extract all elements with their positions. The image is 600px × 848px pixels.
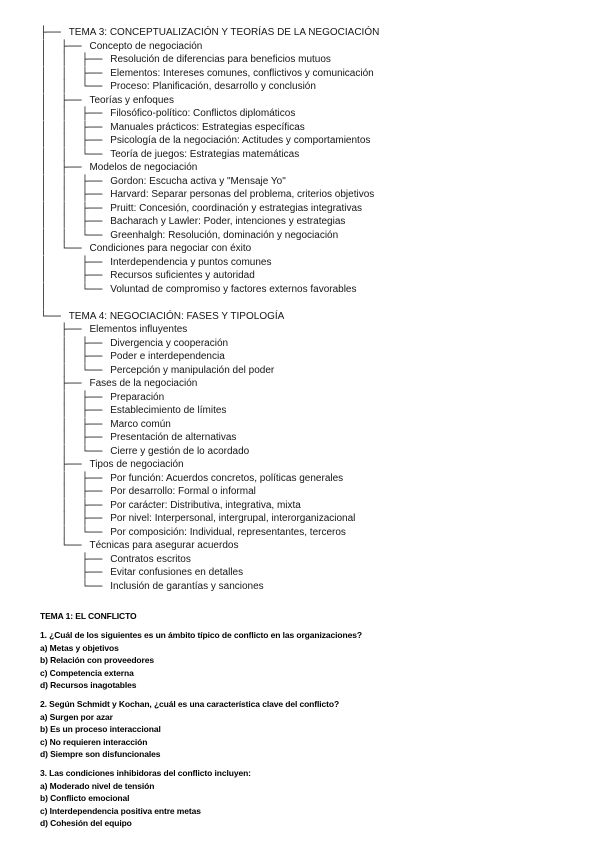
tree-branch-lines: │ └── — [40, 524, 110, 539]
tree-row — [40, 526, 580, 540]
tree-row — [40, 418, 580, 432]
tree-row — [40, 364, 580, 378]
tree-branch-lines: │ ├── — [40, 416, 110, 431]
quiz-question — [40, 698, 580, 760]
tree-branch-lines: │ ├── — [40, 430, 110, 444]
tree-node-label: Evitar confusiones en detalles — [110, 567, 244, 578]
tree-branch-lines: │ — [40, 295, 47, 309]
answer-option: c) No requieren interacción — [40, 736, 148, 747]
tree-row — [40, 472, 580, 486]
tree-row — [40, 175, 580, 189]
tree-branch-lines: ├── — [40, 376, 89, 390]
tree-node-label: Pruitt: Concesión, coordinación y estrategias integrativas — [110, 202, 363, 214]
answer-option: b) Es un proceso interaccional — [40, 724, 161, 735]
tree-row — [40, 215, 580, 229]
tree-node-label: TEMA 3: CONCEPTUALIZACIÓN Y TEORÍAS DE LA NEGOCIACIÓN — [68, 27, 380, 38]
tree-branch-lines: │ ├── — [40, 268, 110, 282]
tree-branch-lines: │ ├── — [40, 92, 89, 107]
tree-branch-lines: ├── — [40, 457, 89, 471]
tree-node-label: Por nivel: Interpersonal, intergrupal, interorganizacional — [110, 513, 356, 524]
tree-node-label: Condiciones para negociar con éxito — [89, 243, 252, 254]
tree-row — [40, 242, 580, 256]
tree-branch-lines: │ │ └── — [40, 79, 110, 93]
tree-row — [40, 485, 580, 499]
tree-node-label: Psicología de la negociación: Actitudes y comportamientos — [110, 135, 371, 146]
answer-option: c) Interdependencia positiva entre metas — [40, 805, 201, 816]
tree-row — [40, 107, 580, 121]
tree-row — [40, 431, 580, 445]
answer-option: c) Competencia externa — [40, 667, 134, 678]
tree-node-label: Poder e interdependencia — [110, 351, 225, 362]
answer-option: a) Moderado nivel de tensión — [40, 780, 155, 791]
tree-row — [40, 296, 580, 310]
answer-option: b) Conflicto emocional — [40, 793, 130, 804]
tree-node-label: Por composición: Individual, representantes, terceros — [110, 526, 346, 538]
quiz-question — [40, 767, 580, 829]
question-text: 1. ¿Cuál de los siguientes es un ámbito típico de conflicto en las organizaciones? — [40, 630, 362, 641]
question-text: 2. Según Schmidt y Kochan, ¿cuál es una característica clave del conflicto? — [40, 699, 340, 710]
tree-node-label: Harvard: Separar personas del problema, criterios objetivos — [110, 189, 375, 200]
tree-row — [40, 310, 580, 324]
answer-option: d) Cohesión del equipo — [40, 818, 132, 829]
tree-row — [40, 404, 580, 418]
tree-node-label: Proceso: Planificación, desarrollo y conclusión — [110, 81, 316, 92]
tree-node-label: Cierre y gestión de lo acordado — [110, 445, 250, 457]
tree-node-label: Tipos de negociación — [89, 459, 184, 470]
tree-node-label: Percepción y manipulación del poder — [110, 364, 275, 376]
tree-row — [40, 26, 580, 40]
tree-row — [40, 566, 580, 580]
tree-branch-lines: │ ├── — [40, 497, 110, 512]
tree-node-label: Establecimiento de límites — [110, 405, 227, 416]
tree-branch-lines: │ ├── — [40, 160, 89, 174]
tree-row — [40, 53, 580, 67]
tree-row — [40, 94, 580, 108]
tree-branch-lines: │ │ ├── — [40, 173, 110, 188]
tree-branch-lines: │ ├── — [40, 335, 110, 350]
quiz-section — [40, 610, 580, 830]
tree-node-label: Por carácter: Distributiva, integrativa, mixta — [110, 499, 301, 511]
tree-row — [40, 67, 580, 81]
tree-branch-lines: │ ├── — [40, 470, 110, 485]
tree-node-label: Marco común — [110, 418, 171, 430]
tree-node-label: Modelos de negociación — [89, 162, 198, 173]
tree-node-label: Teorías y enfoques — [89, 94, 174, 106]
tree-row — [40, 553, 580, 567]
tree-branch-lines: └── — [40, 538, 89, 552]
topic-outline-tree — [40, 26, 580, 593]
tree-branch-lines: ├── — [40, 25, 68, 39]
tree-branch-lines: └── — [40, 308, 68, 323]
tree-node-label: Recursos suficientes y autoridad — [110, 270, 255, 281]
tree-node-label: TEMA 4: NEGOCIACIÓN: FASES Y TIPOLOGÍA — [68, 310, 285, 322]
tree-row — [40, 391, 580, 405]
tree-branch-lines: │ └── — [40, 443, 110, 458]
tree-row — [40, 161, 580, 175]
tree-node-label: Presentación de alternativas — [110, 432, 237, 443]
tree-node-label: Teoría de juegos: Estrategias matemáticas — [110, 148, 300, 160]
tree-node-label: Divergencia y cooperación — [110, 337, 229, 349]
tree-node-label: Por desarrollo: Formal o informal — [110, 486, 256, 497]
tree-branch-lines: │ │ ├── — [40, 52, 110, 66]
tree-branch-lines: │ │ ├── — [40, 200, 110, 215]
tree-branch-lines: ├── — [40, 551, 110, 566]
tree-node-label: Fases de la negociación — [89, 378, 198, 389]
tree-branch-lines: │ └── — [40, 281, 110, 296]
tree-branch-lines: │ ├── — [40, 38, 89, 53]
tree-row — [40, 337, 580, 351]
tree-row — [40, 350, 580, 364]
tree-row — [40, 323, 580, 337]
tree-row — [40, 458, 580, 472]
tree-branch-lines: │ │ └── — [40, 146, 110, 161]
tree-node-label: Greenhalgh: Resolución, dominación y negociación — [110, 229, 339, 241]
tree-branch-lines: └── — [40, 578, 110, 593]
tree-branch-lines: │ │ ├── — [40, 65, 110, 80]
tree-row — [40, 40, 580, 54]
tree-branch-lines: │ ├── — [40, 389, 110, 404]
answer-option: a) Metas y objetivos — [40, 642, 119, 653]
tree-branch-lines: │ └── — [40, 241, 89, 255]
tree-row — [40, 229, 580, 243]
tree-node-label: Preparación — [110, 391, 165, 403]
tree-row — [40, 377, 580, 391]
tree-branch-lines: │ │ ├── — [40, 187, 110, 201]
quiz-question — [40, 629, 580, 691]
tree-row — [40, 512, 580, 526]
answer-option: d) Recursos inagotables — [40, 680, 137, 691]
tree-row — [40, 269, 580, 283]
tree-row — [40, 539, 580, 553]
tree-node-label: Resolución de diferencias para beneficios mutuos — [110, 54, 331, 65]
tree-row — [40, 121, 580, 135]
tree-row — [40, 188, 580, 202]
tree-node-label: Contratos escritos — [110, 553, 191, 565]
tree-node-label: Técnicas para asegurar acuerdos — [89, 540, 239, 551]
tree-branch-lines: │ ├── — [40, 403, 110, 417]
answer-option: a) Surgen por azar — [40, 711, 113, 722]
quiz-title: TEMA 1: EL CONFLICTO — [40, 611, 137, 621]
tree-row — [40, 580, 580, 594]
tree-branch-lines: │ │ ├── — [40, 119, 110, 134]
tree-branch-lines: │ │ ├── — [40, 133, 110, 147]
answer-option: d) Siempre son disfuncionales — [40, 749, 161, 760]
tree-row — [40, 134, 580, 148]
tree-row — [40, 256, 580, 270]
tree-node-label: Voluntad de compromiso y factores externos favorables — [110, 283, 357, 295]
tree-branch-lines: │ │ ├── — [40, 214, 110, 228]
tree-row — [40, 283, 580, 297]
tree-row — [40, 445, 580, 459]
tree-branch-lines: │ ├── — [40, 254, 110, 269]
tree-node-label: Inclusión de garantías y sanciones — [110, 580, 264, 592]
quiz-questions — [40, 629, 580, 829]
tree-branch-lines: │ ├── — [40, 349, 110, 363]
tree-branch-lines: │ ├── — [40, 511, 110, 525]
question-text: 3. Las condiciones inhibidoras del conflicto incluyen: — [40, 768, 251, 779]
tree-branch-lines: ├── — [40, 565, 110, 579]
tree-row — [40, 202, 580, 216]
tree-row — [40, 80, 580, 94]
tree-branch-lines: ├── — [40, 322, 89, 336]
tree-row — [40, 148, 580, 162]
tree-row — [40, 499, 580, 513]
tree-node-label: Interdependencia y puntos comunes — [110, 256, 272, 268]
tree-branch-lines: │ │ └── — [40, 227, 110, 242]
tree-node-label: Gordon: Escucha activa y "Mensaje Yo" — [110, 175, 286, 187]
tree-node-label: Concepto de negociación — [89, 40, 203, 52]
tree-branch-lines: │ │ ├── — [40, 106, 110, 120]
tree-node-label: Manuales prácticos: Estrategias específicas — [110, 121, 305, 133]
tree-branch-lines: │ ├── — [40, 484, 110, 498]
tree-branch-lines: │ └── — [40, 362, 110, 377]
tree-node-label: Bacharach y Lawler: Poder, intenciones y estrategias — [110, 216, 346, 227]
tree-node-label: Filosófico-político: Conflictos diplomáticos — [110, 108, 296, 119]
tree-node-label: Por función: Acuerdos concretos, políticas generales — [110, 472, 344, 484]
tree-node-label: Elementos: Intereses comunes, conflictivos y comunicación — [110, 67, 374, 79]
tree-node-label: Elementos influyentes — [89, 324, 188, 335]
answer-option: b) Relación con proveedores — [40, 655, 154, 666]
